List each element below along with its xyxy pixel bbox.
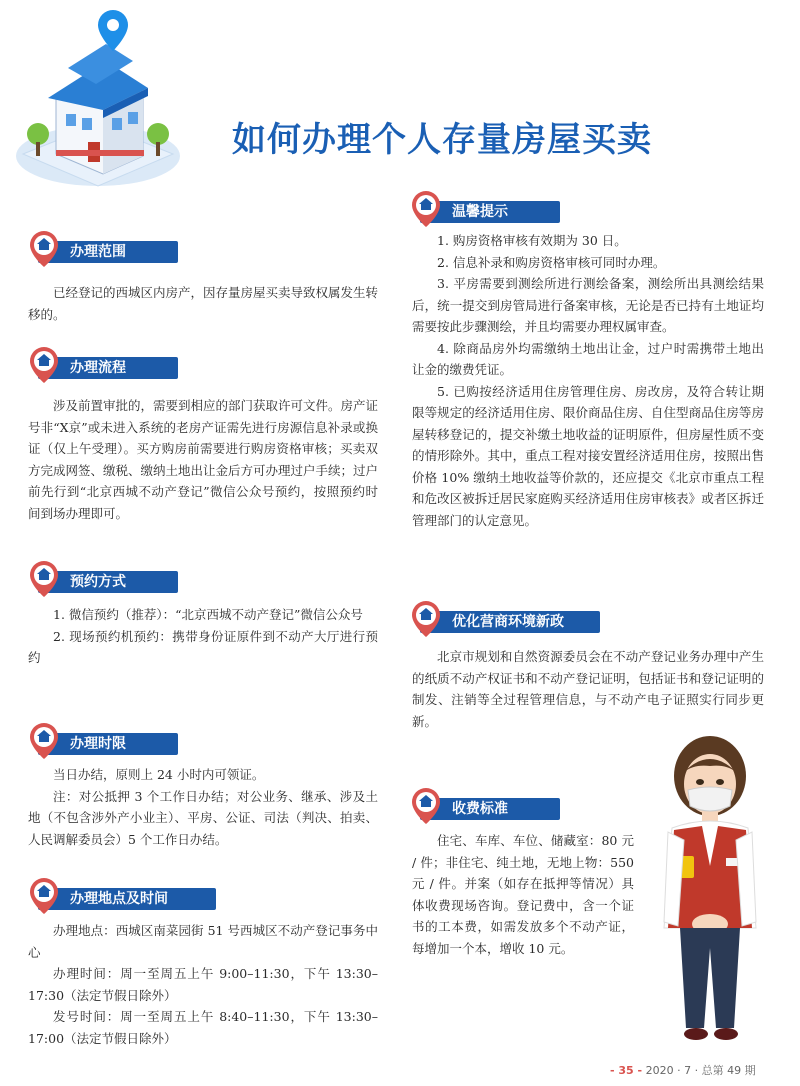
section-body-fees [412, 830, 634, 959]
paragraph: 1. 微信预约（推荐）：“北京西城不动产登记”微信公众号 [53, 607, 363, 622]
section-heading-fees [410, 793, 560, 823]
paragraph: 2. 信息补录和购房资格审核可同时办理。 [437, 254, 666, 270]
paragraph: 住宅、车库、车位、储藏室：80 元 / 件；非住宅、纯土地，无地上物：550 元 / 件。并案（如存在抵押等情况）具体收费现场咨询。登记费中，含一个证书的工本费，如需发放多个不动产证，每增加一个本，增收 10 元。 [412, 833, 634, 956]
section-body-process [28, 395, 378, 524]
paragraph: 当日办结，原则上 24 小时内可领证。 [53, 767, 265, 782]
paragraph: 4. 除商品房外均需缴纳土地出让金，过户时需携带土地出让金的缴费凭证。 [412, 340, 764, 377]
section-body-timelimit [28, 764, 378, 850]
service-staff-illustration [650, 728, 770, 1048]
location-pin-house-icon [28, 346, 60, 384]
paragraph: 办理地点：西城区南菜园街 51 号西城区不动产登记事务中心 [28, 923, 378, 960]
page-footer [610, 1062, 756, 1078]
section-body-location [28, 920, 378, 1049]
location-pin-house-icon [410, 190, 442, 228]
section-heading-label: 办理范围 [38, 241, 178, 263]
paragraph: 办理时间：周一至周五上午 9:00–11:30，下午 13:30–17:30（法定节假日除外） [28, 966, 378, 1003]
page-number: - 35 - [610, 1064, 643, 1077]
paragraph: 发号时间：周一至周五上午 8:40–11:30，下午 13:30–17:00（法定节假日除外） [28, 1009, 378, 1046]
location-pin-house-icon [410, 600, 442, 638]
location-pin-house-icon [410, 787, 442, 825]
section-heading-label: 温馨提示 [420, 201, 560, 223]
section-heading-label: 优化营商环境新政 [420, 611, 600, 633]
section-heading-appointment [28, 566, 178, 596]
paragraph: 1. 购房资格审核有效期为 30 日。 [437, 233, 627, 248]
section-heading-policy [410, 606, 600, 636]
section-heading-tips [410, 196, 560, 226]
paragraph: 北京市规划和自然资源委员会在不动产登记业务办理中产生的纸质不动产权证书和不动产登记证明，包括证书和登记证明的制发、注销等全过程管理信息，与不动产电子证照实行同步更新。 [412, 649, 764, 729]
section-heading-label: 办理流程 [38, 357, 178, 379]
page-title: 如何办理个人存量房屋买卖 [232, 120, 652, 160]
paragraph: 3. 平房需要到测绘所进行测绘备案，测绘所出具测绘结果后，统一提交到房管局进行备案审核，无论是否已持有土地证均需要按此步骤测绘，并且均需要办理权属审查。 [412, 276, 764, 334]
paragraph: 注：对公抵押 3 个工作日办结；对公业务、继承、涉及土地（不包含涉外产小业主）、平房、公证、司法（判决、拍卖、人民调解委员会）5 个工作日办结。 [28, 788, 378, 847]
section-body-scope [28, 282, 378, 325]
paragraph: 已经登记的西城区内房产，因存量房屋买卖导致权属发生转移的。 [28, 285, 379, 322]
section-heading-label: 办理地点及时间 [38, 888, 216, 910]
location-pin-house-icon [28, 722, 60, 760]
paragraph: 5. 已购按经济适用住房管理住房、房改房，及符合转让期限等规定的经济适用住房、限价商品住房、自住型商品住房等房屋转移登记的，提交补缴土地收益的证明原件，但房屋性质不变的情形除外。其中，重点工程对接安置经济适用住房，按照出售价格 10% 缴纳土地收益等价款的，还应提交《北京市重点工程和危改区被拆迁居民家庭购买经济适用住房审核表》或者区拆迁管理部门的认定意见。 [412, 383, 764, 528]
house-illustration [8, 6, 183, 196]
paragraph: 2. 现场预约机预约：携带身份证原件到不动产大厅进行预约 [28, 628, 378, 665]
location-pin-house-icon [28, 877, 60, 915]
section-heading-label: 办理时限 [38, 733, 178, 755]
section-body-appointment [28, 604, 378, 669]
section-heading-label: 预约方式 [38, 571, 178, 593]
section-heading-process [28, 352, 178, 382]
section-heading-scope [28, 236, 178, 266]
section-heading-location [28, 883, 218, 913]
location-pin-house-icon [28, 230, 60, 268]
section-body-tips [412, 230, 764, 531]
section-body-policy [412, 646, 764, 732]
location-pin-house-icon [28, 560, 60, 598]
paragraph: 涉及前置审批的，需要到相应的部门获取许可文件。房产证号非“X京”或未进入系统的老房产证需先进行房源信息补录或换证（仅上午受理）。买方购房前需要进行购房资格审核；买卖双方完成网签、缴税、缴纳土地出让金后方可办理过户手续；过户前先行到“北京西城不动产登记”微信公众号预约，按照预约时间到场办理即可。 [28, 398, 379, 521]
section-heading-timelimit [28, 728, 178, 758]
issue-info: 2020 · 7 · 总第 49 期 [645, 1064, 756, 1077]
section-heading-label: 收费标准 [420, 798, 560, 820]
